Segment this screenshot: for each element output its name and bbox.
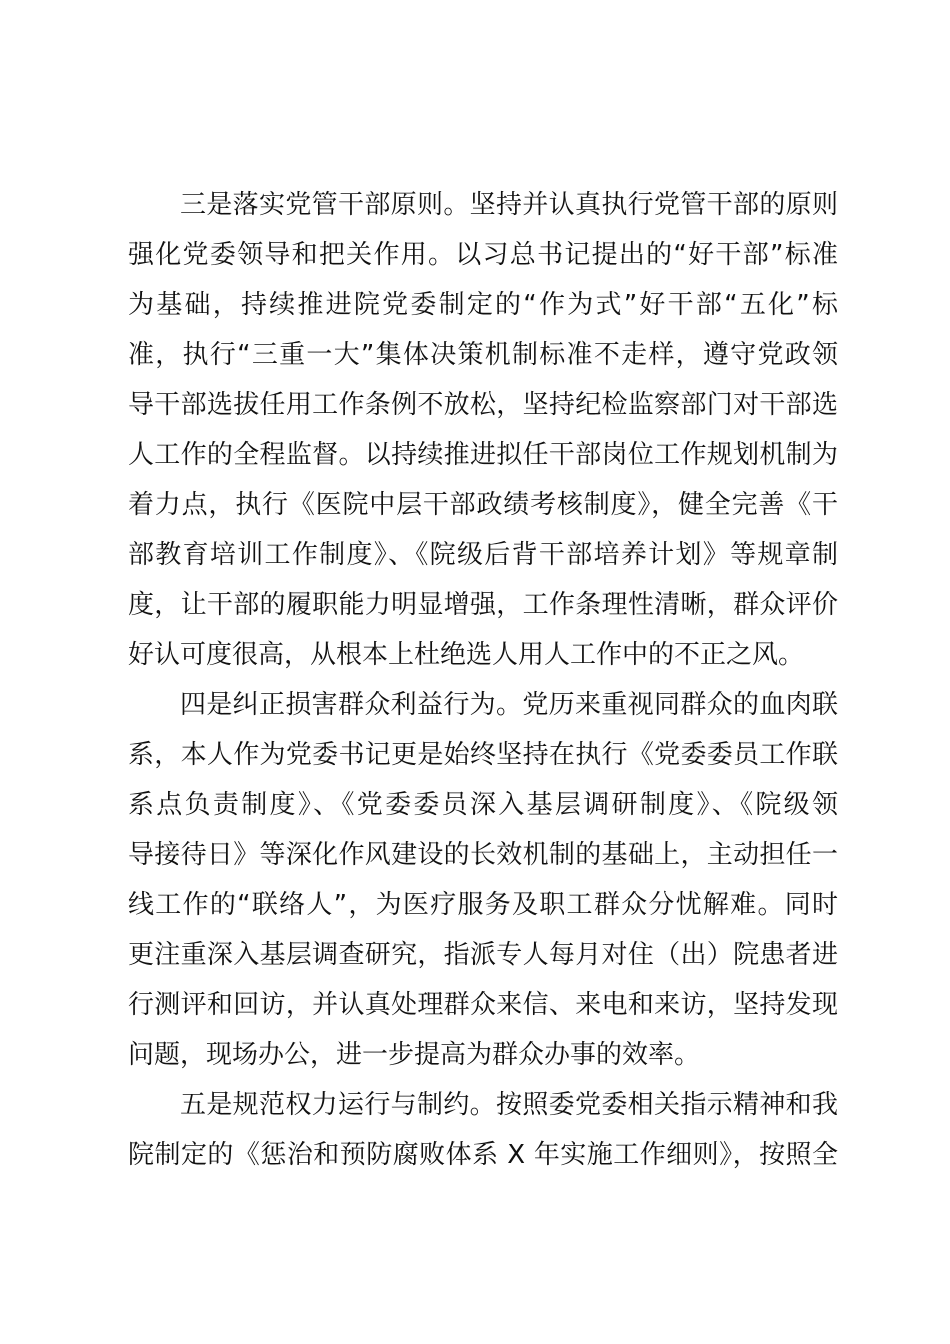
paragraph-2-line-1: 四是纠正损害群众利益行为。党历来重视同群众的血肉联	[180, 690, 838, 720]
paragraph-1-line-3: 为基础，持续推进院党委制定的“作为式”好干部“五化”标	[128, 290, 838, 320]
paragraph-1-line-10: 好认可度很高，从根本上杜绝选人用人工作中的不正之风。	[128, 640, 805, 670]
paragraph-3-line-1: 五是规范权力运行与制约。按照委党委相关指示精神和我	[180, 1090, 838, 1120]
paragraph-2-line-7: 行测评和回访，并认真处理群众来信、来电和来访，坚持发现	[128, 990, 838, 1020]
paragraph-2-line-8: 问题，现场办公，进一步提高为群众办事的效率。	[128, 1040, 701, 1070]
paragraph-3-line-2: 院制定的《惩治和预防腐败体系 X 年实施工作细则》，按照全	[128, 1140, 838, 1170]
paragraph-2-line-2: 系，本人作为党委书记更是始终坚持在执行《党委委员工作联	[128, 740, 838, 770]
paragraph-2-line-5: 线工作的“联络人”，为医疗服务及职工群众分忧解难。同时	[128, 890, 838, 920]
paragraph-2-line-4: 导接待日》等深化作风建设的长效机制的基础上，主动担任一	[128, 840, 838, 870]
paragraph-1-line-7: 着力点，执行《医院中层干部政绩考核制度》，健全完善《干	[128, 490, 838, 520]
document-body	[128, 180, 838, 1180]
paragraph-1-line-4: 准，执行“三重一大”集体决策机制标准不走样，遵守党政领	[128, 340, 838, 370]
paragraph-1-line-5: 导干部选拔任用工作条例不放松，坚持纪检监察部门对干部选	[128, 390, 838, 420]
paragraph-1-line-6: 人工作的全程监督。以持续推进拟任干部岗位工作规划机制为	[128, 440, 838, 470]
paragraph-1-line-8: 部教育培训工作制度》、《院级后背干部培养计划》等规章制	[128, 540, 838, 570]
paragraph-1-line-9: 度，让干部的履职能力明显增强，工作条理性清晰，群众评价	[128, 590, 838, 620]
paragraph-2-line-6: 更注重深入基层调查研究，指派专人每月对住（出）院患者进	[128, 940, 838, 970]
paragraph-2-line-3: 系点负责制度》、《党委委员深入基层调研制度》、《院级领	[128, 790, 838, 820]
paragraph-1-line-2: 强化党委领导和把关作用。以习总书记提出的“好干部”标准	[128, 240, 838, 270]
paragraph-1-line-1: 三是落实党管干部原则。坚持并认真执行党管干部的原则	[180, 190, 838, 220]
